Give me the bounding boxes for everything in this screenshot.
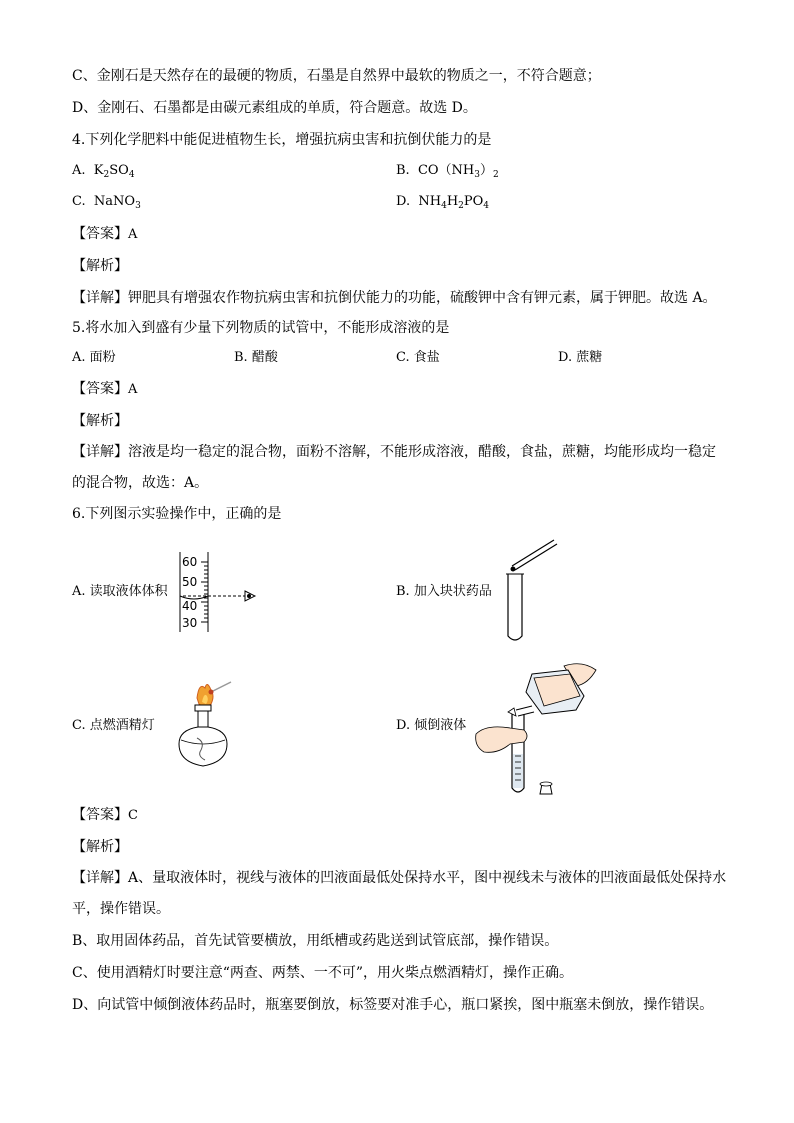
q6-detail-d: D、向试管中倾倒液体药品时，瓶塞要倒放，标签要对准手心，瓶口紧挨，图中瓶塞未倒放，操作错误。: [72, 997, 714, 1013]
q5-stem: 5.将水加入到盛有少量下列物质的试管中，不能形成溶液的是: [72, 320, 450, 336]
q4-option-d: D. $NH_4H_2PO_4$: [396, 194, 490, 211]
q6-option-d: D. 倾倒液体: [396, 718, 467, 733]
q6-detail-a-line2: 平，操作错误。: [72, 901, 170, 917]
q6-detail-c: C、使用酒精灯时要注意“两查、两禁、一不可”，用火柴点燃酒精灯，操作正确。: [72, 965, 574, 981]
q6-detail-a-line1: 【详解】A、量取液体时，视线与液体的凹液面最低处保持水平，图中视线未与液体的凹液面最低处保持水: [72, 870, 727, 886]
q5-answer: 【答案】A: [72, 381, 138, 397]
q4-option-c: C. NaNO$_3$: [72, 194, 141, 211]
graduated-cylinder-figure: [175, 548, 265, 634]
q5-option-c: C. 食盐: [396, 350, 440, 365]
q4-answer: 【答案】A: [72, 226, 138, 242]
q5-option-d: D. 蔗糖: [558, 350, 603, 365]
alcohol-lamp-figure: [175, 678, 247, 776]
q4-detail: 【详解】钾肥具有增强农作物抗病虫害和抗倒伏能力的功能，硫酸钾中含有钾元素，属于钾肥。故选 A。: [72, 290, 717, 306]
test-tube-tweezers-figure: [500, 536, 562, 644]
q6-analysis-tag: 【解析】: [72, 839, 128, 855]
q6-option-c: C. 点燃酒精灯: [72, 718, 155, 733]
q5-option-a: A. 面粉: [72, 350, 116, 365]
q5-analysis-tag: 【解析】: [72, 413, 128, 429]
q4-option-a: A. $K_2SO_4$: [72, 163, 135, 180]
pouring-liquid-figure: [472, 656, 604, 798]
q5-option-b: B. 醋酸: [234, 350, 278, 365]
q6-answer: 【答案】C: [72, 807, 138, 823]
q6-stem: 6.下列图示实验操作中，正确的是: [72, 506, 282, 522]
q5-detail-line1: 【详解】溶液是均一稳定的混合物，面粉不溶解，不能形成溶液，醋酸，食盐，蔗糖，均能形成均一稳定: [72, 444, 716, 460]
tick-label-60: 60: [182, 555, 198, 569]
q6-option-b: B. 加入块状药品: [396, 584, 492, 599]
q4-stem: 4.下列化学肥料中能促进植物生长，增强抗病虫害和抗倒伏能力的是: [72, 132, 492, 148]
explanation-c: C、金刚石是天然存在的最硬的物质，石墨是自然界中最软的物质之一，不符合题意；: [72, 68, 601, 84]
q6-option-a: A. 读取液体体积: [72, 584, 168, 599]
tick-label-30: 30: [182, 616, 198, 630]
tick-label-40: 40: [182, 599, 198, 613]
q4-analysis-tag: 【解析】: [72, 258, 128, 274]
explanation-d: D、金刚石、石墨都是由碳元素组成的单质，符合题意。故选 D。: [72, 100, 477, 116]
q4-option-b: B. $CO(NH_3)_2$: [396, 163, 499, 180]
q5-detail-line2: 的混合物，故选：A。: [72, 475, 209, 491]
tick-label-50: 50: [182, 575, 198, 589]
q6-detail-b: B、取用固体药品，首先试管要横放，用纸槽或药匙送到试管底部，操作错误。: [72, 933, 559, 949]
